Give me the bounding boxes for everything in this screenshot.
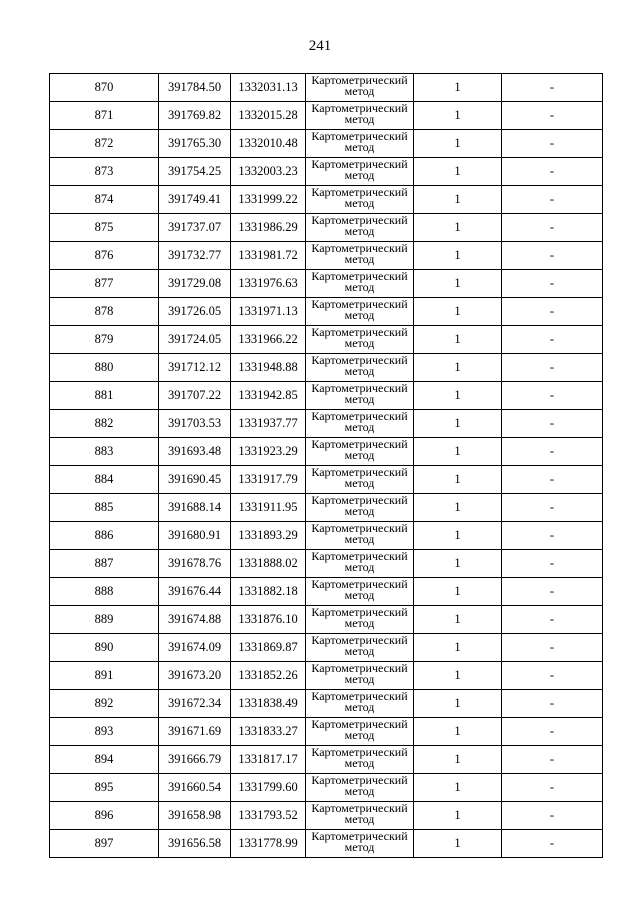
accuracy-cell: 1 bbox=[414, 746, 502, 774]
table-row bbox=[50, 74, 603, 102]
table-row bbox=[50, 410, 603, 438]
method-line-2: метод bbox=[344, 840, 375, 854]
table-row bbox=[50, 718, 603, 746]
note-cell: - bbox=[502, 214, 603, 242]
method-cell bbox=[306, 382, 414, 410]
x-coordinate-cell: 391749.41 bbox=[159, 186, 231, 214]
note-cell: - bbox=[502, 494, 603, 522]
table-row bbox=[50, 522, 603, 550]
accuracy-cell: 1 bbox=[414, 662, 502, 690]
method-cell bbox=[306, 102, 414, 130]
note-cell: - bbox=[502, 522, 603, 550]
method-cell bbox=[306, 158, 414, 186]
accuracy-cell: 1 bbox=[414, 242, 502, 270]
note-cell: - bbox=[502, 774, 603, 802]
method-cell bbox=[306, 466, 414, 494]
method-line-1: Картометрический bbox=[311, 381, 408, 395]
note-cell: - bbox=[502, 186, 603, 214]
y-coordinate-cell: 1331869.87 bbox=[231, 634, 306, 662]
table-row bbox=[50, 550, 603, 578]
x-coordinate-cell: 391674.09 bbox=[159, 634, 231, 662]
point-number-cell: 887 bbox=[50, 550, 159, 578]
method-line-1: Картометрический bbox=[311, 213, 408, 227]
method-line-2: метод bbox=[344, 504, 375, 518]
method-line-1: Картометрический bbox=[311, 745, 408, 759]
table-row bbox=[50, 242, 603, 270]
point-number-cell: 896 bbox=[50, 802, 159, 830]
method-line-2: метод bbox=[344, 672, 375, 686]
method-cell bbox=[306, 326, 414, 354]
accuracy-cell: 1 bbox=[414, 158, 502, 186]
method-line-1: Картометрический bbox=[311, 717, 408, 731]
method-line-2: метод bbox=[344, 308, 375, 322]
point-number-cell: 872 bbox=[50, 130, 159, 158]
accuracy-cell: 1 bbox=[414, 718, 502, 746]
table-row bbox=[50, 690, 603, 718]
note-cell: - bbox=[502, 718, 603, 746]
note-cell: - bbox=[502, 746, 603, 774]
method-line-2: метод bbox=[344, 700, 375, 714]
method-cell bbox=[306, 214, 414, 242]
table-row bbox=[50, 802, 603, 830]
x-coordinate-cell: 391660.54 bbox=[159, 774, 231, 802]
y-coordinate-cell: 1331923.29 bbox=[231, 438, 306, 466]
y-coordinate-cell: 1331971.13 bbox=[231, 298, 306, 326]
x-coordinate-cell: 391737.07 bbox=[159, 214, 231, 242]
note-cell: - bbox=[502, 242, 603, 270]
note-cell: - bbox=[502, 298, 603, 326]
point-number-cell: 893 bbox=[50, 718, 159, 746]
method-line-2: метод bbox=[344, 812, 375, 826]
method-line-2: метод bbox=[344, 280, 375, 294]
x-coordinate-cell: 391693.48 bbox=[159, 438, 231, 466]
x-coordinate-cell: 391707.22 bbox=[159, 382, 231, 410]
point-number-cell: 891 bbox=[50, 662, 159, 690]
method-cell bbox=[306, 774, 414, 802]
x-coordinate-cell: 391688.14 bbox=[159, 494, 231, 522]
point-number-cell: 883 bbox=[50, 438, 159, 466]
method-line-2: метод bbox=[344, 196, 375, 210]
note-cell: - bbox=[502, 466, 603, 494]
x-coordinate-cell: 391673.20 bbox=[159, 662, 231, 690]
x-coordinate-cell: 391765.30 bbox=[159, 130, 231, 158]
method-line-2: метод bbox=[344, 112, 375, 126]
method-cell bbox=[306, 494, 414, 522]
method-line-1: Картометрический bbox=[311, 353, 408, 367]
x-coordinate-cell: 391658.98 bbox=[159, 802, 231, 830]
accuracy-cell: 1 bbox=[414, 494, 502, 522]
note-cell: - bbox=[502, 382, 603, 410]
method-cell bbox=[306, 578, 414, 606]
accuracy-cell: 1 bbox=[414, 438, 502, 466]
table-row bbox=[50, 102, 603, 130]
table-row bbox=[50, 354, 603, 382]
x-coordinate-cell: 391754.25 bbox=[159, 158, 231, 186]
y-coordinate-cell: 1331852.26 bbox=[231, 662, 306, 690]
y-coordinate-cell: 1332031.13 bbox=[231, 74, 306, 102]
note-cell: - bbox=[502, 326, 603, 354]
point-number-cell: 885 bbox=[50, 494, 159, 522]
method-line-1: Картометрический bbox=[311, 801, 408, 815]
accuracy-cell: 1 bbox=[414, 606, 502, 634]
method-line-1: Картометрический bbox=[311, 269, 408, 283]
point-number-cell: 890 bbox=[50, 634, 159, 662]
method-line-1: Картометрический bbox=[311, 157, 408, 171]
method-line-2: метод bbox=[344, 560, 375, 574]
y-coordinate-cell: 1332015.28 bbox=[231, 102, 306, 130]
table-row bbox=[50, 830, 603, 858]
method-cell bbox=[306, 270, 414, 298]
method-line-1: Картометрический bbox=[311, 409, 408, 423]
method-line-1: Картометрический bbox=[311, 297, 408, 311]
y-coordinate-cell: 1331986.29 bbox=[231, 214, 306, 242]
accuracy-cell: 1 bbox=[414, 578, 502, 606]
method-line-1: Картометрический bbox=[311, 129, 408, 143]
y-coordinate-cell: 1331888.02 bbox=[231, 550, 306, 578]
y-coordinate-cell: 1331838.49 bbox=[231, 690, 306, 718]
point-number-cell: 871 bbox=[50, 102, 159, 130]
method-line-2: метод bbox=[344, 728, 375, 742]
note-cell: - bbox=[502, 578, 603, 606]
point-number-cell: 882 bbox=[50, 410, 159, 438]
method-line-1: Картометрический bbox=[311, 661, 408, 675]
method-line-1: Картометрический bbox=[311, 577, 408, 591]
x-coordinate-cell: 391690.45 bbox=[159, 466, 231, 494]
note-cell: - bbox=[502, 634, 603, 662]
method-line-2: метод bbox=[344, 756, 375, 770]
x-coordinate-cell: 391678.76 bbox=[159, 550, 231, 578]
method-cell bbox=[306, 746, 414, 774]
x-coordinate-cell: 391666.79 bbox=[159, 746, 231, 774]
table-row bbox=[50, 606, 603, 634]
table-row bbox=[50, 326, 603, 354]
table-row bbox=[50, 270, 603, 298]
accuracy-cell: 1 bbox=[414, 690, 502, 718]
y-coordinate-cell: 1331948.88 bbox=[231, 354, 306, 382]
accuracy-cell: 1 bbox=[414, 130, 502, 158]
method-line-2: метод bbox=[344, 140, 375, 154]
point-number-cell: 875 bbox=[50, 214, 159, 242]
table-row bbox=[50, 578, 603, 606]
point-number-cell: 895 bbox=[50, 774, 159, 802]
y-coordinate-cell: 1331793.52 bbox=[231, 802, 306, 830]
method-line-2: метод bbox=[344, 476, 375, 490]
method-cell bbox=[306, 410, 414, 438]
method-line-2: метод bbox=[344, 420, 375, 434]
point-number-cell: 878 bbox=[50, 298, 159, 326]
method-line-1: Картометрический bbox=[311, 689, 408, 703]
x-coordinate-cell: 391676.44 bbox=[159, 578, 231, 606]
method-cell bbox=[306, 130, 414, 158]
method-line-1: Картометрический bbox=[311, 325, 408, 339]
table-row bbox=[50, 158, 603, 186]
x-coordinate-cell: 391680.91 bbox=[159, 522, 231, 550]
method-cell bbox=[306, 802, 414, 830]
y-coordinate-cell: 1331817.17 bbox=[231, 746, 306, 774]
point-number-cell: 886 bbox=[50, 522, 159, 550]
table-row bbox=[50, 746, 603, 774]
method-line-1: Картометрический bbox=[311, 465, 408, 479]
point-number-cell: 870 bbox=[50, 74, 159, 102]
method-cell bbox=[306, 662, 414, 690]
accuracy-cell: 1 bbox=[414, 550, 502, 578]
method-line-2: метод bbox=[344, 616, 375, 630]
accuracy-cell: 1 bbox=[414, 102, 502, 130]
note-cell: - bbox=[502, 354, 603, 382]
table-row bbox=[50, 774, 603, 802]
method-line-2: метод bbox=[344, 364, 375, 378]
method-cell bbox=[306, 718, 414, 746]
accuracy-cell: 1 bbox=[414, 214, 502, 242]
accuracy-cell: 1 bbox=[414, 354, 502, 382]
y-coordinate-cell: 1331778.99 bbox=[231, 830, 306, 858]
method-line-2: метод bbox=[344, 532, 375, 546]
y-coordinate-cell: 1332010.48 bbox=[231, 130, 306, 158]
table-row bbox=[50, 466, 603, 494]
method-line-1: Картометрический bbox=[311, 521, 408, 535]
table-row bbox=[50, 298, 603, 326]
method-line-2: метод bbox=[344, 392, 375, 406]
y-coordinate-cell: 1331911.95 bbox=[231, 494, 306, 522]
coordinates-table bbox=[49, 73, 603, 858]
point-number-cell: 884 bbox=[50, 466, 159, 494]
note-cell: - bbox=[502, 550, 603, 578]
note-cell: - bbox=[502, 830, 603, 858]
y-coordinate-cell: 1331882.18 bbox=[231, 578, 306, 606]
method-cell bbox=[306, 522, 414, 550]
point-number-cell: 889 bbox=[50, 606, 159, 634]
method-line-1: Картометрический bbox=[311, 773, 408, 787]
y-coordinate-cell: 1331999.22 bbox=[231, 186, 306, 214]
accuracy-cell: 1 bbox=[414, 298, 502, 326]
y-coordinate-cell: 1331976.63 bbox=[231, 270, 306, 298]
method-line-2: метод bbox=[344, 588, 375, 602]
y-coordinate-cell: 1331917.79 bbox=[231, 466, 306, 494]
method-cell bbox=[306, 550, 414, 578]
x-coordinate-cell: 391703.53 bbox=[159, 410, 231, 438]
method-line-1: Картометрический bbox=[311, 549, 408, 563]
method-line-2: метод bbox=[344, 168, 375, 182]
method-line-1: Картометрический bbox=[311, 241, 408, 255]
y-coordinate-cell: 1331833.27 bbox=[231, 718, 306, 746]
method-line-1: Картометрический bbox=[311, 829, 408, 843]
method-line-2: метод bbox=[344, 644, 375, 658]
x-coordinate-cell: 391672.34 bbox=[159, 690, 231, 718]
table-row bbox=[50, 214, 603, 242]
method-line-1: Картометрический bbox=[311, 101, 408, 115]
y-coordinate-cell: 1331966.22 bbox=[231, 326, 306, 354]
accuracy-cell: 1 bbox=[414, 326, 502, 354]
y-coordinate-cell: 1331876.10 bbox=[231, 606, 306, 634]
method-line-2: метод bbox=[344, 84, 375, 98]
coordinates-table-body bbox=[50, 74, 603, 858]
point-number-cell: 874 bbox=[50, 186, 159, 214]
note-cell: - bbox=[502, 662, 603, 690]
method-cell bbox=[306, 634, 414, 662]
method-cell bbox=[306, 74, 414, 102]
accuracy-cell: 1 bbox=[414, 634, 502, 662]
y-coordinate-cell: 1332003.23 bbox=[231, 158, 306, 186]
accuracy-cell: 1 bbox=[414, 74, 502, 102]
page-number: 241 bbox=[308, 38, 332, 54]
x-coordinate-cell: 391769.82 bbox=[159, 102, 231, 130]
note-cell: - bbox=[502, 74, 603, 102]
y-coordinate-cell: 1331937.77 bbox=[231, 410, 306, 438]
accuracy-cell: 1 bbox=[414, 830, 502, 858]
method-line-2: метод bbox=[344, 448, 375, 462]
x-coordinate-cell: 391671.69 bbox=[159, 718, 231, 746]
table-row bbox=[50, 382, 603, 410]
point-number-cell: 894 bbox=[50, 746, 159, 774]
x-coordinate-cell: 391784.50 bbox=[159, 74, 231, 102]
method-line-2: метод bbox=[344, 336, 375, 350]
accuracy-cell: 1 bbox=[414, 466, 502, 494]
note-cell: - bbox=[502, 270, 603, 298]
accuracy-cell: 1 bbox=[414, 802, 502, 830]
table-row bbox=[50, 494, 603, 522]
method-line-2: метод bbox=[344, 784, 375, 798]
method-line-1: Картометрический bbox=[311, 493, 408, 507]
x-coordinate-cell: 391674.88 bbox=[159, 606, 231, 634]
note-cell: - bbox=[502, 158, 603, 186]
y-coordinate-cell: 1331981.72 bbox=[231, 242, 306, 270]
x-coordinate-cell: 391726.05 bbox=[159, 298, 231, 326]
note-cell: - bbox=[502, 102, 603, 130]
table-row bbox=[50, 130, 603, 158]
accuracy-cell: 1 bbox=[414, 410, 502, 438]
method-cell bbox=[306, 242, 414, 270]
note-cell: - bbox=[502, 690, 603, 718]
point-number-cell: 873 bbox=[50, 158, 159, 186]
note-cell: - bbox=[502, 438, 603, 466]
y-coordinate-cell: 1331942.85 bbox=[231, 382, 306, 410]
y-coordinate-cell: 1331799.60 bbox=[231, 774, 306, 802]
point-number-cell: 881 bbox=[50, 382, 159, 410]
method-line-2: метод bbox=[344, 252, 375, 266]
method-cell bbox=[306, 298, 414, 326]
method-line-1: Картометрический bbox=[311, 73, 408, 87]
accuracy-cell: 1 bbox=[414, 522, 502, 550]
method-cell bbox=[306, 606, 414, 634]
x-coordinate-cell: 391729.08 bbox=[159, 270, 231, 298]
method-cell bbox=[306, 830, 414, 858]
point-number-cell: 880 bbox=[50, 354, 159, 382]
method-line-2: метод bbox=[344, 224, 375, 238]
method-cell bbox=[306, 354, 414, 382]
x-coordinate-cell: 391732.77 bbox=[159, 242, 231, 270]
accuracy-cell: 1 bbox=[414, 774, 502, 802]
method-cell bbox=[306, 438, 414, 466]
accuracy-cell: 1 bbox=[414, 382, 502, 410]
x-coordinate-cell: 391712.12 bbox=[159, 354, 231, 382]
method-line-1: Картометрический bbox=[311, 605, 408, 619]
accuracy-cell: 1 bbox=[414, 186, 502, 214]
table-row bbox=[50, 186, 603, 214]
point-number-cell: 876 bbox=[50, 242, 159, 270]
point-number-cell: 897 bbox=[50, 830, 159, 858]
note-cell: - bbox=[502, 130, 603, 158]
table-row bbox=[50, 438, 603, 466]
table-row bbox=[50, 662, 603, 690]
x-coordinate-cell: 391724.05 bbox=[159, 326, 231, 354]
note-cell: - bbox=[502, 410, 603, 438]
point-number-cell: 888 bbox=[50, 578, 159, 606]
table-row bbox=[50, 634, 603, 662]
method-line-1: Картометрический bbox=[311, 633, 408, 647]
x-coordinate-cell: 391656.58 bbox=[159, 830, 231, 858]
note-cell: - bbox=[502, 802, 603, 830]
method-line-1: Картометрический bbox=[311, 185, 408, 199]
note-cell: - bbox=[502, 606, 603, 634]
method-cell bbox=[306, 690, 414, 718]
method-cell bbox=[306, 186, 414, 214]
point-number-cell: 879 bbox=[50, 326, 159, 354]
method-line-1: Картометрический bbox=[311, 437, 408, 451]
accuracy-cell: 1 bbox=[414, 270, 502, 298]
point-number-cell: 877 bbox=[50, 270, 159, 298]
y-coordinate-cell: 1331893.29 bbox=[231, 522, 306, 550]
point-number-cell: 892 bbox=[50, 690, 159, 718]
